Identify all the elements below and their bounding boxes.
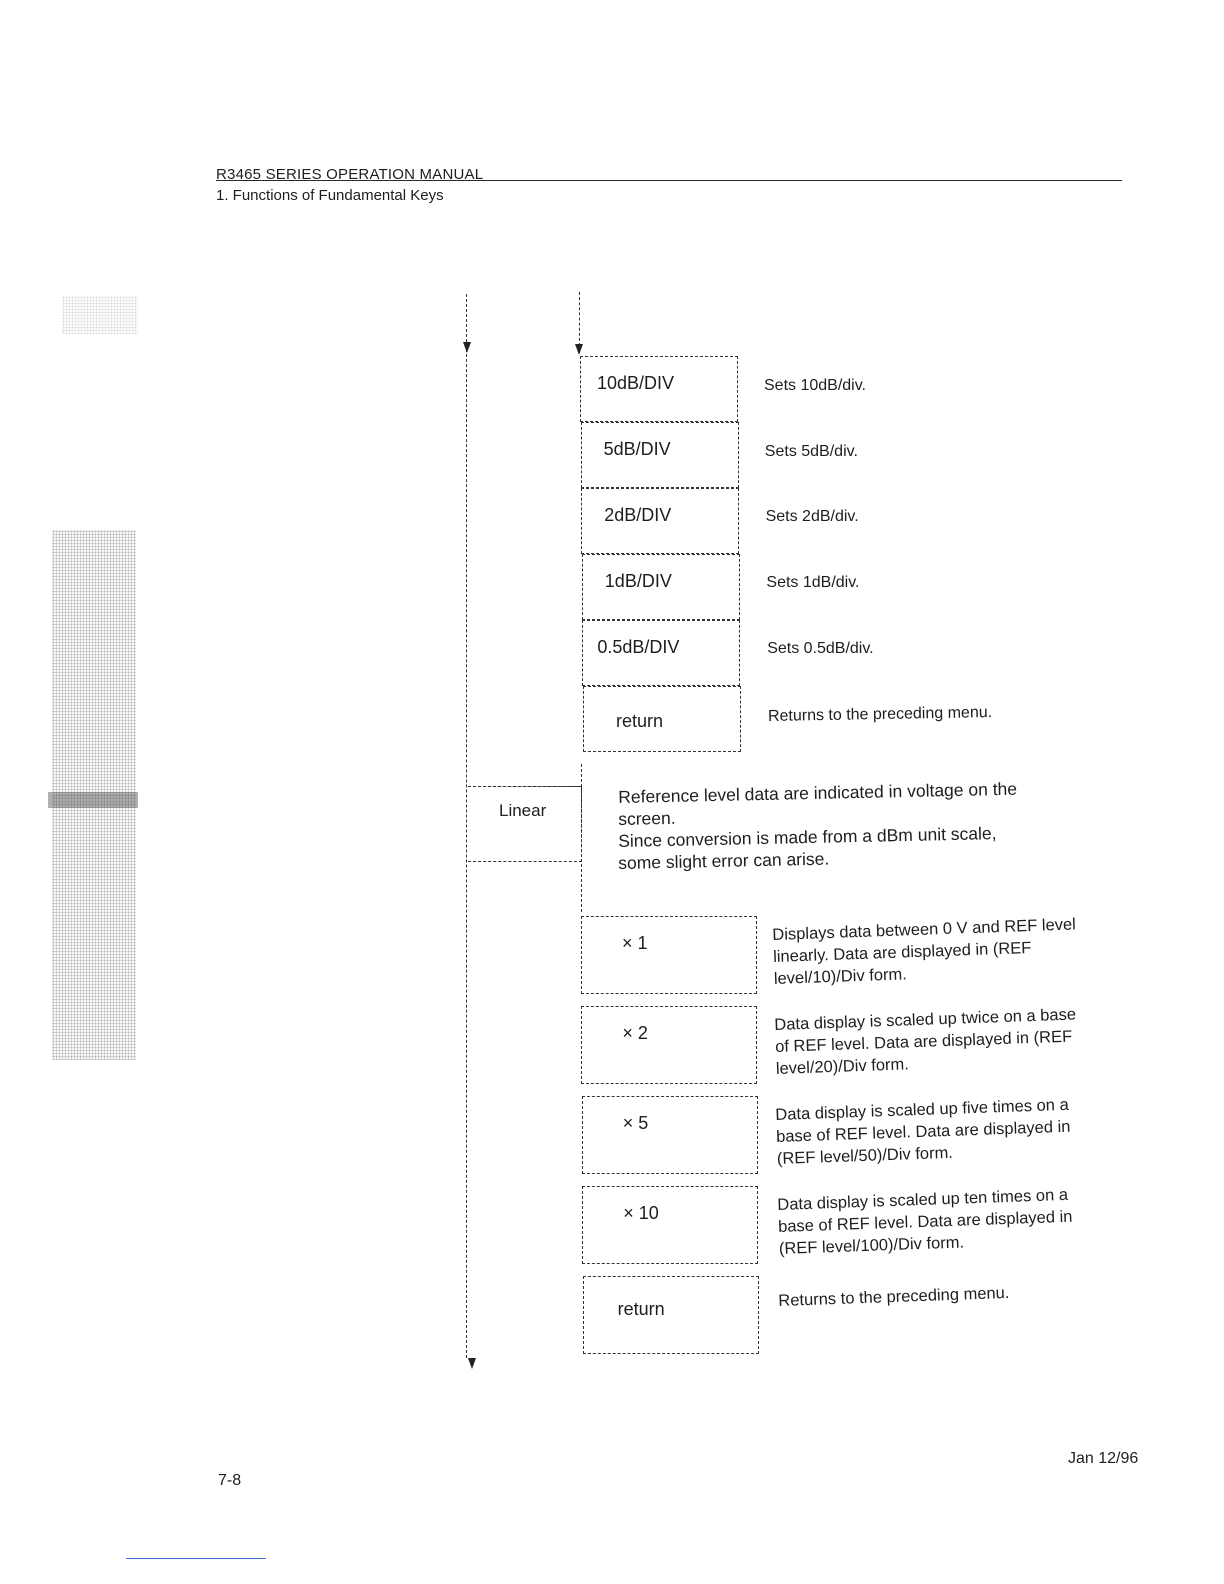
linear-scale-description-line: level/20)/Div form. bbox=[775, 1055, 909, 1078]
db-menu-description: Sets 1dB/div. bbox=[766, 574, 860, 592]
linear-scale-description-line: level/10)/Div form. bbox=[773, 965, 908, 988]
section-title: 1. Functions of Fundamental Keys bbox=[216, 187, 444, 204]
db-menu-key[interactable] bbox=[580, 356, 738, 422]
linear-scale-description-line: Data display is scaled up twice on a base bbox=[773, 1005, 1076, 1034]
linear-key-label: Linear bbox=[499, 801, 547, 820]
header-rule bbox=[216, 180, 1122, 181]
linear-description-line: Reference level data are indicated in voltage on the bbox=[618, 778, 1018, 807]
main-flow-line bbox=[466, 294, 467, 1358]
revision-date: Jan 12/96 bbox=[1068, 1450, 1139, 1467]
db-menu-key-label: 0.5dB/DIV bbox=[597, 637, 680, 657]
db-menu-description: Sets 5dB/div. bbox=[764, 442, 858, 460]
linear-description-line: some slight error can arise. bbox=[618, 848, 830, 873]
linear-scale-description bbox=[772, 913, 1078, 990]
linear-scale-key[interactable] bbox=[583, 1276, 759, 1354]
linear-description-line: screen. bbox=[618, 807, 676, 829]
linear-scale-description bbox=[777, 1184, 1074, 1260]
db-menu-key-label: return bbox=[616, 711, 664, 731]
down-arrow-icon bbox=[575, 344, 583, 355]
db-menu-key[interactable] bbox=[583, 686, 741, 752]
linear-scale-key[interactable] bbox=[581, 1006, 757, 1084]
linear-scale-description bbox=[775, 1094, 1072, 1170]
down-arrow-icon bbox=[463, 342, 471, 353]
linear-scale-key[interactable] bbox=[582, 1096, 758, 1174]
db-menu-description: Sets 10dB/div. bbox=[764, 377, 866, 394]
linear-scale-description-line: of REF level. Data are displayed in (REF bbox=[774, 1027, 1072, 1056]
scan-artifact bbox=[62, 296, 138, 334]
linear-scale-description-line: Data display is scaled up ten times on a bbox=[776, 1185, 1068, 1214]
linear-scale-description-line: base of REF level. Data are displayed in bbox=[775, 1117, 1071, 1146]
linear-scale-key-label: return bbox=[617, 1299, 665, 1319]
linear-scale-description-line: (REF level/50)/Div form. bbox=[776, 1143, 954, 1168]
db-menu-key-label: 10dB/DIV bbox=[597, 373, 675, 393]
linear-scale-description bbox=[774, 1003, 1078, 1079]
linear-description bbox=[618, 778, 1018, 874]
linear-scale-description-line: base of REF level. Data are displayed in bbox=[777, 1207, 1073, 1236]
linear-scale-description-line: Displays data between 0 V and REF level bbox=[772, 915, 1077, 944]
db-menu-key[interactable] bbox=[582, 620, 740, 686]
footer-rule bbox=[126, 1558, 266, 1559]
linear-description-line: Since conversion is made from a dBm unit scale, bbox=[618, 823, 997, 851]
linear-scale-description-line: Data display is scaled up five times on a bbox=[775, 1095, 1070, 1124]
linear-key[interactable] bbox=[468, 786, 582, 862]
db-menu-key[interactable] bbox=[582, 554, 740, 620]
linear-scale-key-label: × 5 bbox=[622, 1113, 649, 1133]
db-menu-key-label: 1dB/DIV bbox=[604, 571, 672, 591]
db-menu-key[interactable] bbox=[581, 488, 739, 554]
linear-scale-key-label: × 1 bbox=[622, 933, 648, 953]
linear-scale-key-label: × 10 bbox=[623, 1203, 659, 1223]
linear-scale-key-label: × 2 bbox=[622, 1023, 648, 1043]
linear-scale-description-line: linearly. Data are displayed in (REF bbox=[772, 938, 1032, 966]
scan-artifact bbox=[48, 792, 138, 808]
linear-scale-key[interactable] bbox=[582, 1186, 758, 1264]
db-menu-description: Sets 0.5dB/div. bbox=[767, 639, 874, 657]
linear-scale-description-line: (REF level/100)/Div form. bbox=[778, 1233, 964, 1258]
db-menu-key[interactable] bbox=[581, 422, 739, 488]
linear-scale-description bbox=[778, 1282, 1010, 1312]
manual-title: R3465 SERIES OPERATION MANUAL bbox=[216, 166, 484, 183]
down-arrow-icon bbox=[468, 1358, 476, 1369]
db-menu-key-label: 2dB/DIV bbox=[604, 505, 672, 525]
page-number: 7-8 bbox=[218, 1472, 242, 1489]
linear-scale-key[interactable] bbox=[581, 916, 757, 994]
submenu-flow-line bbox=[579, 292, 580, 346]
linear-scale-description-line: Returns to the preceding menu. bbox=[778, 1283, 1010, 1310]
db-menu-description: Returns to the preceding menu. bbox=[767, 703, 993, 725]
db-menu-description: Sets 2dB/div. bbox=[765, 508, 859, 526]
db-menu-key-label: 5dB/DIV bbox=[603, 439, 671, 459]
